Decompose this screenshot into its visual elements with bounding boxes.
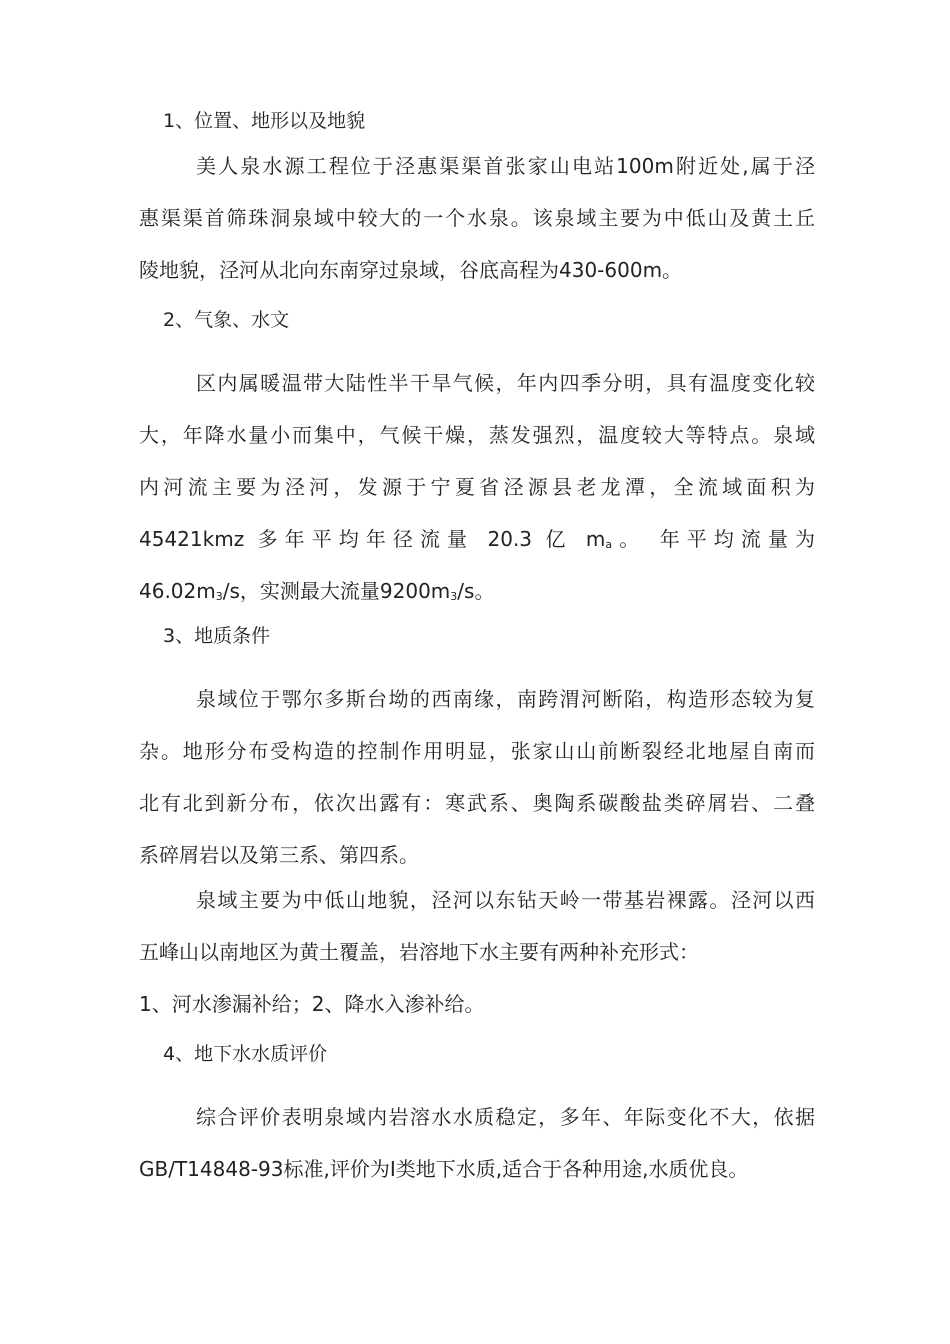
paragraph-line: 1、河水渗漏补给；2、降水入渗补给。: [139, 992, 485, 1016]
paragraph-line: 综合评价表明泉域内岩溶水水质稳定，多年、年际变化不大，依据: [196, 1105, 815, 1129]
paragraph-line: 杂。地形分布受构造的控制作用明显，张家山山前断裂经北地屋自南而: [139, 739, 815, 763]
section-2-heading: 2、气象、水文: [163, 309, 290, 331]
subscript: 3: [450, 590, 458, 603]
section-1-heading: 1、位置、地形以及地貌: [163, 110, 366, 132]
line-text: /s，实测最大流量9200m: [222, 579, 451, 603]
line-text: /s。: [457, 579, 495, 603]
paragraph-line: [139, 565, 815, 617]
subscript: a: [605, 538, 613, 551]
line-text: 45421kmz 多年平均年径流量 20.3 亿 m: [139, 527, 606, 551]
subscript: 3: [215, 590, 223, 603]
section-3-heading: 3、地质条件: [163, 625, 271, 647]
paragraph-line: 北有北到新分布，依次出露有：寒武系、奥陶系碳酸盐类碎屑岩、二叠: [139, 791, 815, 815]
line-text: 46.02m: [139, 579, 216, 603]
paragraph-line: GB/T14848-93标准,评价为Ⅰ类地下水质,适合于各种用途,水质优良。: [139, 1157, 749, 1181]
paragraph-line: 陵地貌，泾河从北向东南穿过泉域，谷底高程为430-600m。: [139, 258, 683, 282]
paragraph-line: 泉域位于鄂尔多斯台坳的西南缘，南跨渭河断陷，构造形态较为复: [196, 687, 815, 711]
paragraph-line: 惠渠渠首筛珠洞泉域中较大的一个水泉。该泉域主要为中低山及黄土丘: [139, 206, 815, 230]
paragraph-line: 美人泉水源工程位于泾惠渠渠首张家山电站100m附近处,属于泾: [196, 154, 815, 178]
section-3-paragraph-1: [139, 673, 815, 881]
section-2-paragraph: [139, 357, 815, 617]
line-text: 。 年平均流量为: [612, 527, 815, 551]
paragraph-line: 五峰山以南地区为黄土覆盖，岩溶地下水主要有两种补充形式：: [139, 940, 699, 964]
paragraph-line: 内河流主要为泾河，发源于宁夏省泾源县老龙潭，全流域面积为: [139, 475, 815, 499]
paragraph-line: 大，年降水量小而集中，气候干燥，蒸发强烈，温度较大等特点。泉域: [139, 423, 815, 447]
section-1-paragraph: [139, 140, 815, 296]
section-4-heading: 4、地下水水质评价: [163, 1043, 328, 1065]
paragraph-line: 区内属暖温带大陆性半干旱气候，年内四季分明，具有温度变化较: [196, 371, 815, 395]
paragraph-line: [139, 513, 815, 565]
section-4-paragraph: [139, 1091, 815, 1195]
section-3-paragraph-2: [139, 874, 815, 1030]
paragraph-line: 泉域主要为中低山地貌，泾河以东钻天岭一带基岩裸露。泾河以西: [196, 888, 815, 912]
paragraph-line: 系碎屑岩以及第三系、第四系。: [139, 843, 419, 867]
